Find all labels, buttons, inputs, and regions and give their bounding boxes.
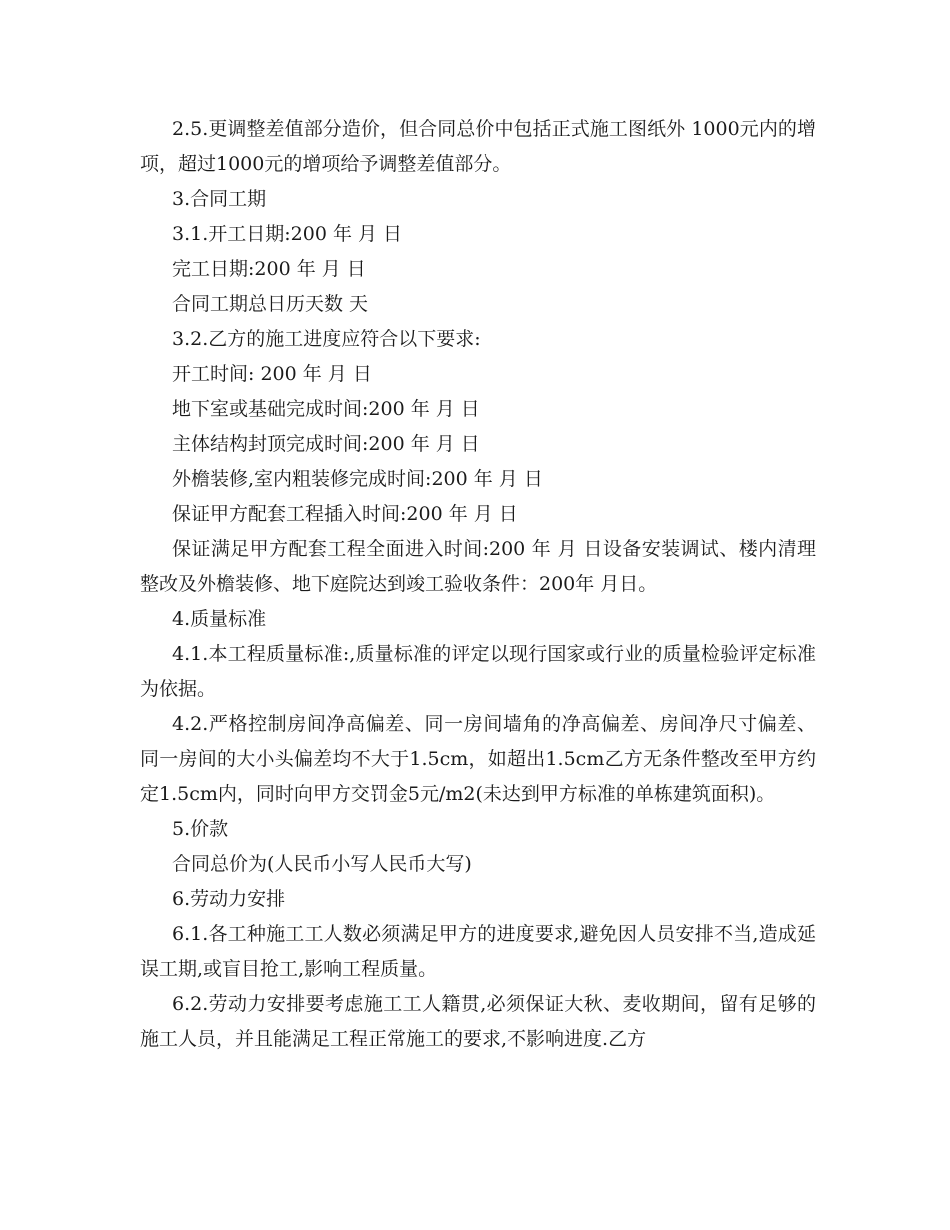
paragraph-total-calendar-days: 合同工期总日历天数 天 — [172, 293, 369, 315]
paragraph-start-time: 开工时间: 200 年 月 日 — [172, 363, 372, 385]
document-body — [140, 112, 816, 1057]
heading-quality-standard: 4.质量标准 — [172, 608, 267, 630]
paragraph-structure-topping: 主体结构封顶完成时间:200 年 月 日 — [172, 433, 480, 455]
paragraph-3-1-start-date: 3.1.开工日期:200 年 月 日 — [172, 223, 403, 245]
paragraph-basement-completion: 地下室或基础完成时间:200 年 月 日 — [172, 398, 480, 420]
paragraph-supporting-works-insertion: 保证甲方配套工程插入时间:200 年 月 日 — [172, 503, 518, 525]
paragraph-3-2-schedule-requirements: 3.2.乙方的施工进度应符合以下要求: — [172, 328, 481, 350]
paragraph-4-1-quality-standard: 4.1.本工程质量标准:,质量标准的评定以现行国家或行业的质量检验评定标准为依据。 — [140, 643, 816, 700]
heading-price: 5.价款 — [172, 818, 229, 840]
paragraph-2-5: 2.5.更调整差值部分造价，但合同总价中包括正式施工图纸外 1000元内的增项，超过1000元的增项给予调整差值部分。 — [140, 118, 816, 175]
paragraph-completion-date: 完工日期:200 年 月 日 — [172, 258, 366, 280]
paragraph-exterior-decoration: 外檐装修,室内粗装修完成时间:200 年 月 日 — [172, 468, 543, 490]
paragraph-6-2-labor-origin: 6.2.劳动力安排要考虑施工工人籍贯,必须保证大秋、麦收期间，留有足够的施工人员，并且能满足工程正常施工的要求,不影响进度.乙方 — [140, 993, 816, 1050]
paragraph-6-1-workers: 6.1.各工种施工工人数必须满足甲方的进度要求,避免因人员安排不当,造成延误工期,或盲目抢工,影响工程质量。 — [140, 923, 816, 980]
heading-labor-arrangement: 6.劳动力安排 — [172, 888, 286, 910]
heading-contract-period: 3.合同工期 — [172, 188, 267, 210]
paragraph-4-2-deviation-control: 4.2.严格控制房间净高偏差、同一房间墙角的净高偏差、房间净尺寸偏差、同一房间的大小头偏差均不大于1.5cm，如超出1.5cm乙方无条件整改至甲方约定1.5cm内，同时向甲方交罚金5元/m2(未达到甲方标准的单栋建筑面积)。 — [140, 713, 816, 805]
paragraph-contract-total-price: 合同总价为(人民币小写人民币大写) — [172, 853, 472, 875]
paragraph-supporting-works-full-entry: 保证满足甲方配套工程全面进入时间:200 年 月 日设备安装调试、楼内清理整改及外檐装修、地下庭院达到竣工验收条件：200年 月日。 — [140, 538, 816, 595]
